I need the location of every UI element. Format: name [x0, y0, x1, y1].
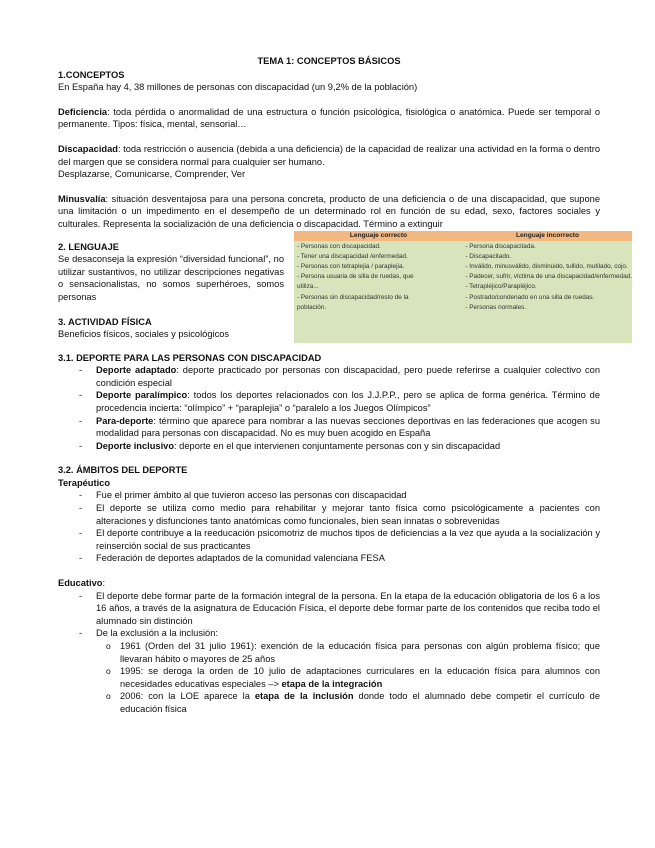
correct-row: - Tener una discapacidad /enfermedad. — [297, 252, 408, 260]
terapeutico-heading: Terapéutico — [58, 477, 111, 488]
sport-types-list — [58, 364, 600, 452]
minusvalia-text: : situación desventajosa para una persona concreta, producto de una deficiencia o de una discapacidad, que supone una limitación o un impedimento en el desempeño de un determinado rol en función de su edad, sexo, factores sociales y culturales. Representa la socialización de una deficiencia o discapacidad. Término a extinguir — [58, 193, 600, 229]
correct-row: - Persona usuaria de silla de ruedas, que — [297, 273, 414, 281]
section-3-text: Beneficios físicos, sociales y psicológicos — [58, 329, 230, 340]
list-item: - Fue el primer ámbito al que tuvieron acceso las personas con discapacidad — [96, 489, 600, 502]
correct-row: - Personas sin discapacidad/resto de la — [297, 293, 409, 301]
section-2-heading: 2. LENGUAJE — [58, 241, 119, 252]
list-item: - Federación de deportes adaptados de la comunidad valenciana FESA — [96, 552, 600, 565]
educativo-heading-line: Educativo: — [58, 578, 106, 589]
language-table-header — [294, 231, 632, 241]
discapacidad-term: Discapacidad — [58, 143, 118, 154]
educativo-heading: Educativo — [58, 578, 103, 589]
incorrect-row: - Inválido, minusválido, disminuido, tullido, mutilado, cojo. — [465, 262, 628, 270]
inclusion-timeline — [96, 640, 600, 716]
list-item: - Deporte inclusivo: deporte en el que intervienen conjuntamente personas con y sin discapacidad — [96, 440, 600, 453]
list-item: - Para-deporte: término que aparece para nombrar a las nuevas secciones deportivas en las federaciones que acogen su modalidad para personas con discapacidad. No es muy buen acogido en España — [96, 415, 600, 440]
incorrect-row: - Personas normales. — [465, 303, 527, 311]
section-2-text: Se desaconseja la expresión “diversidad funcional”, no utilizar sustantivos, no utilizar descripciones negativas o sensacionalistas, no somos superhéroes, somos personas — [58, 254, 284, 302]
document-title: TEMA 1: CONCEPTOS BÁSICOS — [257, 56, 401, 66]
correct-row: - Personas con tetraplejia / paraplejia. — [297, 262, 405, 270]
timeline-item: o 1995: se deroga la orden de 10 julio de adaptaciones curriculares en la educación física para alumnos con necesidades educativas especiales –> etapa de la integración — [120, 665, 600, 690]
language-left-column — [58, 241, 284, 341]
minusvalia-paragraph — [58, 193, 600, 231]
incorrect-row: - Persona discapacitada. — [465, 242, 536, 250]
correct-row: - Personas con discapacidad. — [297, 242, 381, 250]
terapeutico-list — [58, 489, 600, 565]
incorrect-row: - Discapacitado. — [465, 252, 512, 260]
discapacidad-paragraph — [58, 143, 600, 168]
language-section — [58, 231, 632, 352]
correct-column — [294, 242, 462, 313]
deficiencia-paragraph — [58, 106, 600, 131]
discapacidad-verbs: Desplazarse, Comunicarse, Comprender, Ver — [58, 169, 246, 180]
incorrect-column — [462, 242, 632, 313]
educativo-list — [58, 590, 600, 716]
incorrect-row: - Tetrapléjico/Parapléjico. — [465, 283, 537, 291]
list-item: - Deporte paralímpico: todos los deportes relacionados con los J.J.P.P., pero se aplica de forma genérica. Término de procedencia incierta: “olímpico” + “paraplejia” o “paralelo a los Juegos Olímpicos” — [96, 389, 600, 414]
incorrect-row: - Postrado/condenado en una silla de ruedas. — [465, 293, 595, 301]
timeline-item: o 1961 (Orden del 31 julio 1961): exención de la educación física para personas con algún problema físico; que llevaran hábito o mayores de 25 años — [120, 640, 600, 665]
incorrect-row: - Padecer, sufrir, víctima de una discapacidad/enfermedad. — [465, 273, 632, 281]
section-1-intro: En España hay 4, 38 millones de personas con discapacidad (un 9,2% de la población) — [58, 82, 418, 93]
list-item: - El deporte contribuye a la reeducación psicomotriz de muchos tipos de deficiencias a la vez que ayuda a la socialización y reinserción social de sus practicantes — [96, 527, 600, 552]
section-3-1-heading: 3.1. DEPORTE PARA LAS PERSONAS CON DISCAPACIDAD — [58, 352, 322, 363]
correct-row: población. — [297, 303, 327, 311]
header-correct: Lenguaje correcto — [349, 231, 408, 239]
minusvalia-term: Minusvalía — [58, 193, 106, 204]
deficiencia-term: Deficiencia — [58, 106, 108, 117]
header-incorrect: Lenguaje incorrecto — [515, 231, 580, 239]
deficiencia-text: : toda pérdida o anormalidad de una estructura o función psicológica, fisiológica o anatómica. Puede ser temporal o permanente. Tipos: física, mental, sensorial… — [58, 106, 600, 130]
list-item: - De la exclusión a la inclusión: o 1961 (Orden del 31 julio 1961): exención de la educación física para personas con algún problema físico; que llevaran hábito o mayores de 25 años o 1995: se deroga la orden de 10 julio de adaptaciones curriculares en la educación física para alumnos con necesidades educativas especiales –> etapa de la integración o 2006: con la LOE aparece la etapa de la inclusión donde todo el alumnado debe competir el currículo de educación física — [96, 627, 600, 715]
section-1-heading: 1.CONCEPTOS — [58, 69, 125, 80]
list-item: - El deporte se utiliza como medio para rehabilitar y mejorar tanto física como psicológicamente a pacientes con alteraciones y disfunciones tanto anatómicas como funcionales, bien sean innatas o sobrevenidas — [96, 502, 600, 527]
section-3-heading: 3. ACTIVIDAD FÍSICA — [58, 316, 152, 327]
language-table — [294, 231, 632, 343]
list-item: - El deporte debe formar parte de la formación integral de la persona. En la etapa de la educación obligatoria de los 6 a los 16 años, a través de la asignatura de Educación Física, el deporte debe formar parte de los contenidos que reciba todo el alumnado sin distinción — [96, 590, 600, 628]
correct-row: utiliza... — [297, 283, 319, 291]
discapacidad-text: : toda restricción o ausencia (debida a una deficiencia) de la capacidad de realizar una actividad en la forma o dentro del margen que se considera normal para cualquier ser humano. — [58, 143, 600, 167]
timeline-item: o 2006: con la LOE aparece la etapa de la inclusión donde todo el alumnado debe competir el currículo de educación física — [120, 690, 600, 715]
document-page — [58, 55, 632, 716]
section-3-2-heading: 3.2. ÁMBITOS DEL DEPORTE — [58, 465, 188, 476]
list-item: - Deporte adaptado: deporte practicado por personas con discapacidad, pero puede referirse a cualquier colectivo con condición especial — [96, 364, 600, 389]
